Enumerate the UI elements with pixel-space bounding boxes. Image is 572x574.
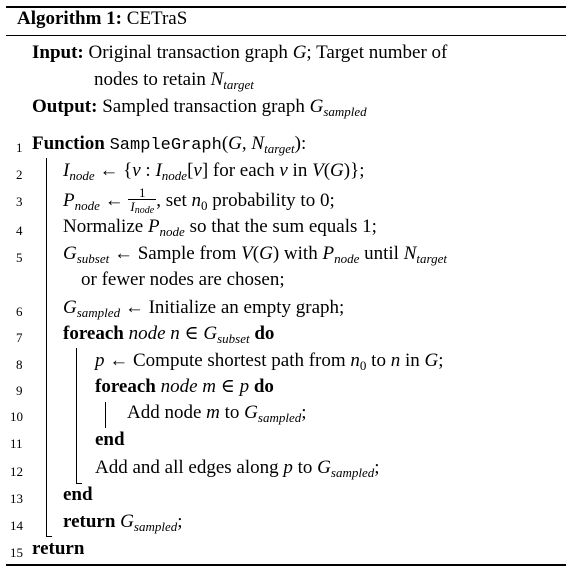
function-name: SampleGraph [109, 136, 222, 155]
fraction: $\frac{1}{I_{node}}$ [130, 185, 155, 216]
line-number: 9 [16, 383, 23, 398]
code-line-4: Normalize $P_{node}$ so that the sum equals 1; [63, 216, 377, 239]
line-number: 11 [10, 436, 23, 451]
code-line-9: foreach node m ∈ p do [95, 376, 274, 397]
output-line: Output: Sampled transaction graph $G_{sampled}$ [32, 96, 367, 119]
code-line-13: end [63, 484, 93, 505]
input-line-cont: nodes to retain $N_{target}$ [94, 69, 254, 92]
code-line-5-cont: or fewer nodes are chosen; [81, 269, 285, 290]
line-number: 4 [16, 223, 23, 238]
code-line-7: foreach node n ∈ $G_{subset}$ do [63, 323, 275, 346]
line-number: 2 [16, 167, 23, 182]
line-number: 6 [16, 304, 23, 319]
code-line-8: p ← Compute shortest path from $n_0$ to n in G; [95, 350, 444, 373]
line-number: 3 [16, 194, 23, 209]
line-number: 7 [16, 330, 23, 345]
algorithm-label: Algorithm 1: [17, 8, 123, 29]
line-number: 14 [10, 518, 23, 533]
code-line-2: $I_{node}$ ← {v : $I_{node}[v]$ for each v in V(G)}; [63, 160, 365, 183]
code-line-3: $P_{node}$ ← $\frac{1}{I_{node}}$ , set $n_0$ probability to 0; [63, 185, 335, 216]
code-line-15: return [32, 538, 85, 559]
line-number: 10 [10, 409, 23, 424]
function-indent-tick [46, 536, 52, 537]
line-number: 12 [10, 464, 23, 479]
function-indent-guide [46, 158, 47, 536]
line-number: 1 [16, 140, 23, 155]
caption-rule [6, 35, 566, 36]
code-line-14: return $G_{sampled}$; [63, 511, 183, 534]
algorithm-name: CETraS [126, 8, 188, 29]
code-line-11: end [95, 429, 125, 450]
line-number: 8 [16, 357, 23, 372]
bottom-rule [6, 564, 566, 566]
code-line-1: Function SampleGraph(G, $N_{target}$): [32, 133, 307, 156]
foreach-indent-guide [76, 348, 77, 483]
code-line-6: $G_{sampled}$ ← Initialize an empty graph; [63, 297, 345, 320]
code-line-10: Add node m to $G_{sampled}$; [127, 402, 307, 425]
inner-foreach-indent-guide [105, 402, 106, 428]
line-number: 13 [10, 491, 23, 506]
line-number: 5 [16, 250, 23, 265]
algorithm-block [6, 6, 566, 568]
line-number: 15 [10, 545, 23, 560]
code-line-5: $G_{subset}$ ← Sample from V(G) with $P_{node}$ until $N_{target}$ [63, 243, 447, 266]
code-line-12: Add and all edges along p to $G_{sampled}$; [95, 457, 380, 480]
algorithm-caption [17, 8, 187, 30]
input-line: Input: Original transaction graph G; Target number of [32, 42, 448, 63]
